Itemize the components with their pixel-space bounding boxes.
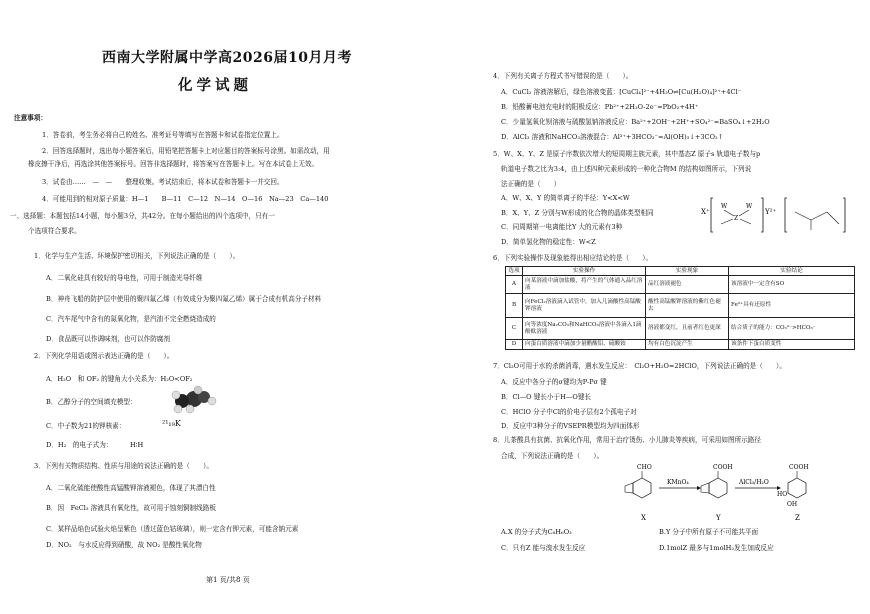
q6-cell: D (506, 340, 523, 350)
q6-col-operation: 实验操作 (523, 267, 646, 276)
q4-option-a: A．CuCl₂ 溶液溶解后，绿色溶液变蓝：[CuCl₄]²⁻+4H₂O⇌[Cu(H₂O)₄]²⁺+4Cl⁻ (501, 88, 742, 96)
q1-option-a: A．二氧化硅具有较好的导电性，可用于制造光导纤维 (46, 274, 203, 282)
section-heading: 一、选择题：本题包括14小题，每小题3分，共42分。在每小题给出的四个选项中，只有一 (10, 212, 275, 220)
z-substituent: COOH (789, 464, 809, 471)
struct-y-ion: Y²⁺ (765, 208, 777, 216)
q6-col-option: 选项 (506, 267, 523, 276)
table-row (506, 276, 855, 294)
q1-option-b: B．神舟飞船的防护层中使用的聚四氟乙烯（有效成分为聚四氟乙烯）属于合成有机高分子材料 (46, 295, 322, 303)
q4-option-c: C．少量氢氧化钡溶液与硫酸氢钠溶液反应：Ba²⁺+2OH⁻+2H⁺+SO₄²⁻=BaSO₄↓+2H₂O (501, 118, 770, 126)
q6-cell: 向等浓度Na₂CO₃和NaHCO₃溶液中各滴入1滴酚酞溶液 (523, 318, 646, 340)
q2-nuclide: ²¹₁₉K (162, 419, 181, 428)
q6-col-conclusion: 实验结论 (729, 267, 855, 276)
table-row (506, 294, 855, 318)
q6-cell: 溶液都变红，且前者红色更深 (646, 318, 729, 340)
q5-stem-1: 5．W、X、Y、Z 是原子序数依次增大的短周期主族元素，其中基态Z 原子s 轨道电子数与p (493, 150, 761, 158)
q3-option-a: A．二氧化硫能使酸性高锰酸钾溶液褪色，体现了其漂白性 (46, 484, 216, 492)
q5-option-c: C．同周期第一电离能比Y 大的元素有3种 (501, 223, 623, 231)
q8-option-a: A.X 的分子式为C₈H₆O₃ (501, 528, 572, 536)
note-2b: 橡皮擦干净后，再选涂其他答案标号。回答非选择题时，将答案写在答题卡上。写在本试卷上无效。 (28, 160, 319, 168)
struct-w-top-left: W (721, 203, 728, 210)
q6-cell: Fe²⁺具有还原性 (729, 294, 855, 318)
label-z: Z (795, 514, 800, 522)
q8-stem-2: 合成，下列说法正确的是（ ）。 (501, 452, 604, 460)
q3-option-b: B．因 FeCl₃ 溶液具有氧化性，故可用于蚀刻铜制线路板 (46, 504, 216, 512)
q7-option-d: D．反应中3种分子的VSEPR模型均为四面体形 (501, 422, 640, 430)
q6-cell: 向FeCl₂溶液滴入试管中，加入几滴酸性高锰酸钾溶液 (523, 294, 646, 318)
q5-structure-figure (699, 188, 859, 238)
q3-option-c: C．某样品焰色试验火焰呈紫色（透过蓝色钴玻璃），则一定含有钾元素，可能含钠元素 (46, 525, 299, 533)
struct-x-ion: X⁺ (701, 208, 710, 216)
reagent-2: AlCl₃/H₂O (739, 479, 769, 486)
note-4: 4．可能用到的相对原子质量：H—1 B—11 C—12 N—14 O—16 Na—23 Ca—140 (42, 195, 329, 203)
exam-title: 西南大学附属中学高2026届10月月考 (102, 50, 352, 66)
q1-option-c: C．汽车尾气中含有的氮氧化物，是汽油不完全燃烧造成的 (46, 315, 216, 323)
q5-stem-3: 法正确的是（ ） (501, 180, 561, 188)
struct-z-center: Z (734, 215, 739, 222)
q7-option-a: A．反应中各分子的σ键均为P-Pσ 键 (501, 378, 607, 386)
note-1: 1．答卷前，考生务必将自己的姓名、准考证号等填写在答题卡和试卷指定位置上。 (42, 131, 284, 139)
q2-electron-formula: H∶H (130, 441, 144, 449)
q8-option-c: C．只有Z 能与溴水发生反应 (501, 544, 586, 552)
q7-option-c: C．HClO 分子中Cl的价电子层有2个孤电子对 (501, 408, 637, 416)
note-3: 3．试卷由…… — — 整理收集。考试结束后，将本试卷和答题卡一并交回。 (42, 178, 284, 186)
q2-option-d: D．H₂ 的电子式为： (46, 441, 113, 449)
reagent-1: KMnO₄ (667, 479, 689, 486)
q6-table-header (506, 267, 855, 276)
x-substituent: CHO (637, 464, 652, 471)
q8-option-d: D.1molZ 最多与1molH₂发生加成反应 (659, 544, 774, 552)
q8-stem: 8．儿茶酸具有抗菌、抗氧化作用，常用于治疗烫伤、小儿肺炎等疾病，可采用如图所示路径 (493, 436, 761, 444)
q7-option-b: B．Cl—O 键长小于H—O键长 (501, 393, 592, 401)
q5-option-d: D．简单氢化物的稳定性：W<Z (501, 238, 596, 246)
table-row (506, 340, 855, 350)
q1-stem: 1．化学与生产生活、环境保护密切相关，下列说法正确的是（ ）。 (34, 252, 240, 260)
q6-table (505, 266, 855, 350)
page-footer: 第1 页/共8 页 (206, 576, 250, 584)
q6-col-phenomenon: 实验现象 (646, 267, 729, 276)
q2-stem: 2．下列化学用语或图示表达正确的是（ ）。 (34, 352, 174, 360)
q6-cell: 酸性高锰酸钾溶液的紫红色褪去 (646, 294, 729, 318)
q4-stem: 4．下列有关离子方程式书写错误的是（ ）。 (493, 72, 633, 80)
q6-cell: A (506, 276, 523, 294)
y-substituent: COOH (713, 464, 733, 471)
molecule-x (625, 464, 652, 522)
q6-cell: C (506, 318, 523, 340)
z-oh-2: HO (777, 491, 788, 498)
q5-option-b: B．X、Y、Z 分别与W形成的化合物的晶体类型相同 (501, 209, 654, 217)
q2-option-c: C．中子数为21的钾核素： (46, 422, 126, 430)
q6-cell: 向蛋白质溶液中滴加少量醋酸铅、硫酸铵 (523, 340, 646, 350)
note-2a: 2．回答选择题时，选出每小题答案后，用铅笔把答题卡上对应题目的答案标号涂黑。如需改动，用 (42, 147, 330, 155)
q6-cell: 向某溶液中滴加盐酸，将产生的气体通入品红溶液 (523, 276, 646, 294)
molecule-z (777, 464, 809, 522)
q6-stem: 6．下列实验操作及现象能得出相应结论的是（ ）。 (493, 254, 653, 262)
q8-reaction-scheme (587, 462, 827, 524)
section-heading-2: 个选项符合要求。 (28, 227, 81, 235)
q8-option-b: B.Y 分子中所有原子不可能共平面 (659, 528, 759, 536)
q4-option-b: B．铅酸蓄电池充电时的阳极反应：Pb²⁺+2H₂O-2e⁻=PbO₂+4H⁺ (501, 103, 699, 111)
table-row (506, 318, 855, 340)
exam-subtitle: 化学试题 (178, 77, 252, 94)
q6-cell: 结合质子的能力：CO₃²⁻>HCO₃⁻ (729, 318, 855, 340)
label-y: Y (716, 514, 721, 522)
q6-cell: 品红溶液褪色 (646, 276, 729, 294)
q3-option-d: D．NO₂ 与水反应得到硝酸，故 NO₂ 是酸性氧化物 (46, 541, 202, 549)
struct-w-top-right: W (746, 203, 753, 210)
q6-cell: B (506, 294, 523, 318)
molecule-y (701, 464, 733, 522)
ethanol-model-image (168, 385, 218, 415)
q6-cell: 该溶液中一定含有SO (729, 276, 855, 294)
q6-cell: 均有白色沉淀产生 (646, 340, 729, 350)
q5-stem-2: 轨道电子数之比为3:4，由上述四种元素形成的一种化合物M 的结构如图所示，下列说 (501, 165, 752, 173)
z-oh-1: OH (787, 501, 798, 508)
q4-option-d: D．AlCl₃ 溶液和NaHCO₃溶液混合：Al³⁺+3HCO₃⁻=Al(OH)₃↓+3CO₂↑ (501, 133, 724, 141)
q1-option-d: D．食品既可以作调味剂，也可以作防腐剂 (46, 335, 170, 343)
q2-option-a: A．H₂O 和 OF₂ 的键角大小关系为：H₂O<OF₂ (46, 375, 193, 383)
q2-option-b: B．乙醇分子的空间填充模型： (46, 398, 137, 406)
q5-option-a: A．W、X、Y 的简单离子的半径：Y<X<W (501, 194, 630, 202)
notes-heading: 注意事项： (14, 114, 47, 122)
q6-cell: 该条件下蛋白质变性 (729, 340, 855, 350)
q7-stem: 7．Cl₂O可用于水的杀菌消毒，遇水发生反应： Cl₂O+H₂O=2HClO，下列说法正确的是（ ）。 (493, 362, 786, 370)
label-x: X (641, 514, 646, 522)
q3-stem: 3．下列有关物质结构、性质与用途的说法正确的是（ ）。 (34, 462, 213, 470)
